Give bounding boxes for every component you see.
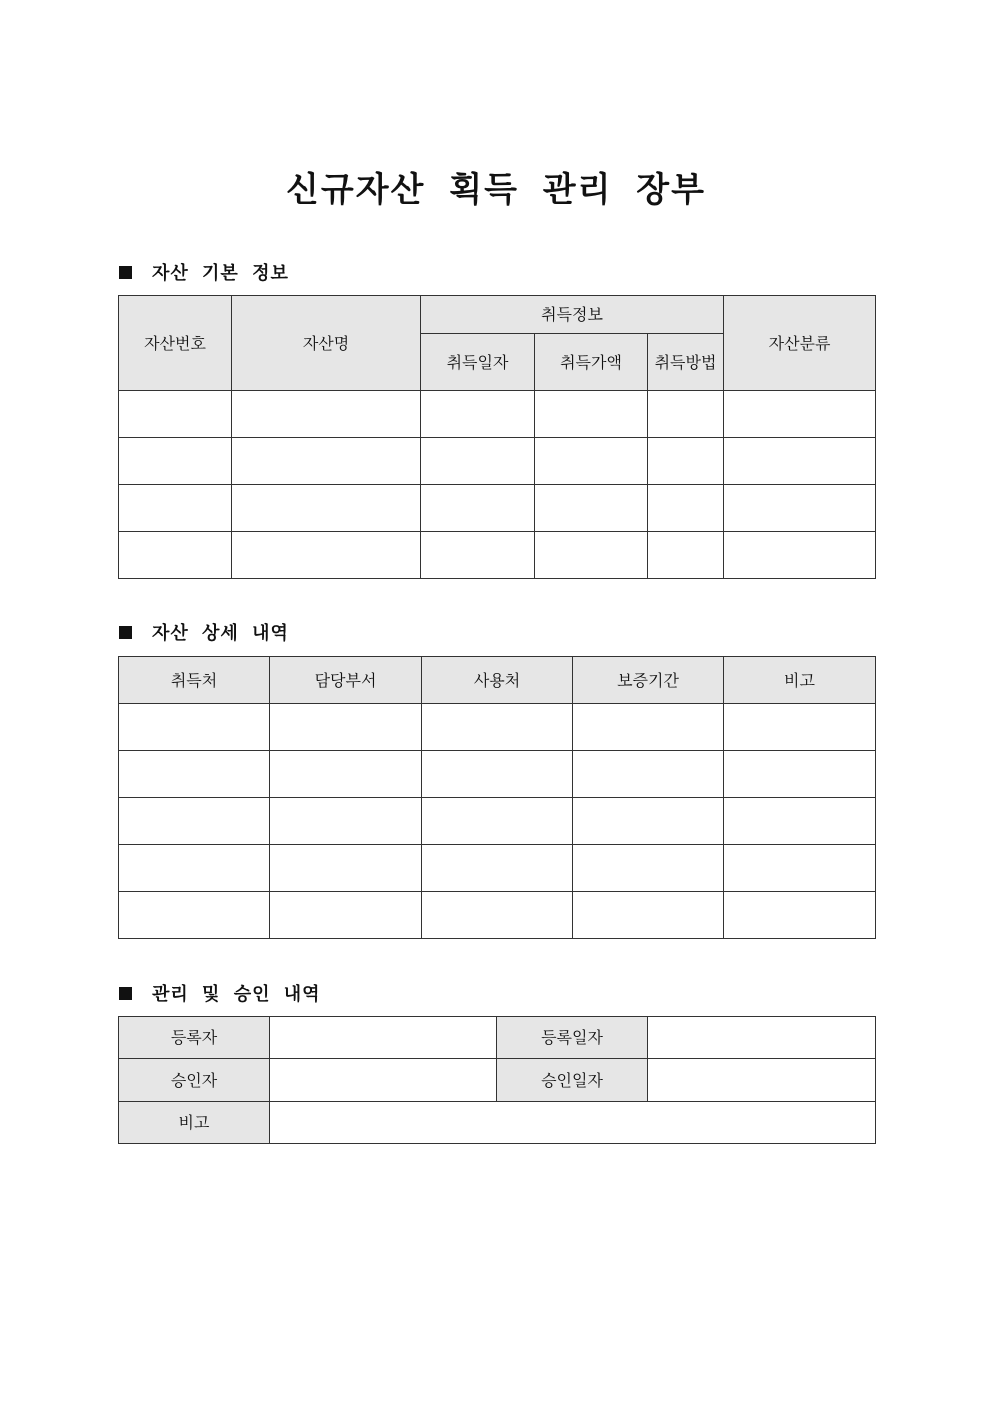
table-row	[119, 892, 876, 939]
header-asset-category: 자산분류	[724, 296, 876, 391]
header-acquisition-date: 취득일자	[421, 334, 535, 391]
remarks-field[interactable]	[270, 1102, 876, 1144]
square-bullet-icon	[119, 987, 132, 1000]
registration-date-label: 등록일자	[497, 1017, 648, 1059]
table-cell[interactable]	[422, 845, 573, 892]
table-cell[interactable]	[648, 438, 724, 485]
table-cell[interactable]	[573, 704, 724, 751]
section-heading-detail	[119, 619, 289, 645]
header-asset-name: 자산명	[232, 296, 421, 391]
table-cell[interactable]	[724, 798, 876, 845]
table-cell[interactable]	[422, 751, 573, 798]
page-title: 신규자산 획득 관리 장부	[286, 170, 706, 210]
table-cell[interactable]	[232, 532, 421, 579]
table-cell[interactable]	[573, 892, 724, 939]
header-asset-number: 자산번호	[119, 296, 232, 391]
table-cell[interactable]	[422, 892, 573, 939]
table-cell[interactable]	[535, 438, 648, 485]
table-cell[interactable]	[232, 485, 421, 532]
table-row	[119, 751, 876, 798]
table-cell[interactable]	[119, 845, 270, 892]
table-cell[interactable]	[724, 751, 876, 798]
header-department: 담당부서	[270, 657, 422, 704]
table-cell[interactable]	[421, 485, 535, 532]
table-row	[119, 532, 876, 579]
table-cell[interactable]	[648, 391, 724, 438]
asset-basic-info-table	[118, 295, 876, 579]
header-usage-location: 사용처	[422, 657, 573, 704]
table-cell[interactable]	[422, 798, 573, 845]
table-cell[interactable]	[648, 532, 724, 579]
header-remarks: 비고	[724, 657, 876, 704]
table-row	[119, 391, 876, 438]
table-cell[interactable]	[422, 704, 573, 751]
table-cell[interactable]	[421, 532, 535, 579]
table-row	[119, 1017, 876, 1059]
table-cell[interactable]	[119, 485, 232, 532]
table-row	[119, 798, 876, 845]
section-heading-basic	[119, 259, 289, 285]
table-row	[119, 704, 876, 751]
table-cell[interactable]	[573, 845, 724, 892]
square-bullet-icon	[119, 626, 132, 639]
table-cell[interactable]	[573, 798, 724, 845]
table-cell[interactable]	[535, 485, 648, 532]
table-cell[interactable]	[119, 751, 270, 798]
section-heading-label: 자산 기본 정보	[152, 263, 289, 284]
section-heading-approval	[119, 980, 321, 1006]
table-row	[119, 845, 876, 892]
remarks-label: 비고	[119, 1102, 270, 1144]
table-cell[interactable]	[724, 892, 876, 939]
table-cell[interactable]	[421, 438, 535, 485]
header-acquisition-info: 취득정보	[421, 296, 724, 334]
approval-date-label: 승인일자	[497, 1059, 648, 1102]
table-cell[interactable]	[724, 845, 876, 892]
table-cell[interactable]	[232, 391, 421, 438]
asset-detail-table	[118, 656, 876, 939]
approval-date-field[interactable]	[648, 1059, 876, 1102]
square-bullet-icon	[119, 266, 132, 279]
section-heading-label: 자산 상세 내역	[152, 623, 289, 644]
table-cell[interactable]	[270, 704, 422, 751]
table-cell[interactable]	[270, 798, 422, 845]
table-row	[119, 1059, 876, 1102]
approval-table	[118, 1016, 876, 1144]
registrant-field[interactable]	[270, 1017, 497, 1059]
approver-label: 승인자	[119, 1059, 270, 1102]
table-cell[interactable]	[724, 532, 876, 579]
table-cell[interactable]	[573, 751, 724, 798]
table-cell[interactable]	[648, 485, 724, 532]
table-cell[interactable]	[270, 892, 422, 939]
table-cell[interactable]	[724, 485, 876, 532]
table-header-row	[119, 657, 876, 704]
table-cell[interactable]	[535, 391, 648, 438]
table-cell[interactable]	[270, 845, 422, 892]
table-cell[interactable]	[535, 532, 648, 579]
table-cell[interactable]	[119, 532, 232, 579]
table-row	[119, 485, 876, 532]
table-cell[interactable]	[724, 438, 876, 485]
table-cell[interactable]	[119, 704, 270, 751]
section-heading-label: 관리 및 승인 내역	[152, 984, 321, 1005]
header-acquired-from: 취득처	[119, 657, 270, 704]
table-cell[interactable]	[421, 391, 535, 438]
table-cell[interactable]	[270, 751, 422, 798]
header-warranty-period: 보증기간	[573, 657, 724, 704]
table-header-row	[119, 296, 876, 334]
table-row	[119, 438, 876, 485]
header-acquisition-method: 취득방법	[648, 334, 724, 391]
table-cell[interactable]	[119, 438, 232, 485]
header-acquisition-price: 취득가액	[535, 334, 648, 391]
registrant-label: 등록자	[119, 1017, 270, 1059]
table-cell[interactable]	[724, 704, 876, 751]
registration-date-field[interactable]	[648, 1017, 876, 1059]
table-cell[interactable]	[724, 391, 876, 438]
table-cell[interactable]	[232, 438, 421, 485]
approver-field[interactable]	[270, 1059, 497, 1102]
table-cell[interactable]	[119, 798, 270, 845]
table-cell[interactable]	[119, 892, 270, 939]
table-cell[interactable]	[119, 391, 232, 438]
table-row	[119, 1102, 876, 1144]
